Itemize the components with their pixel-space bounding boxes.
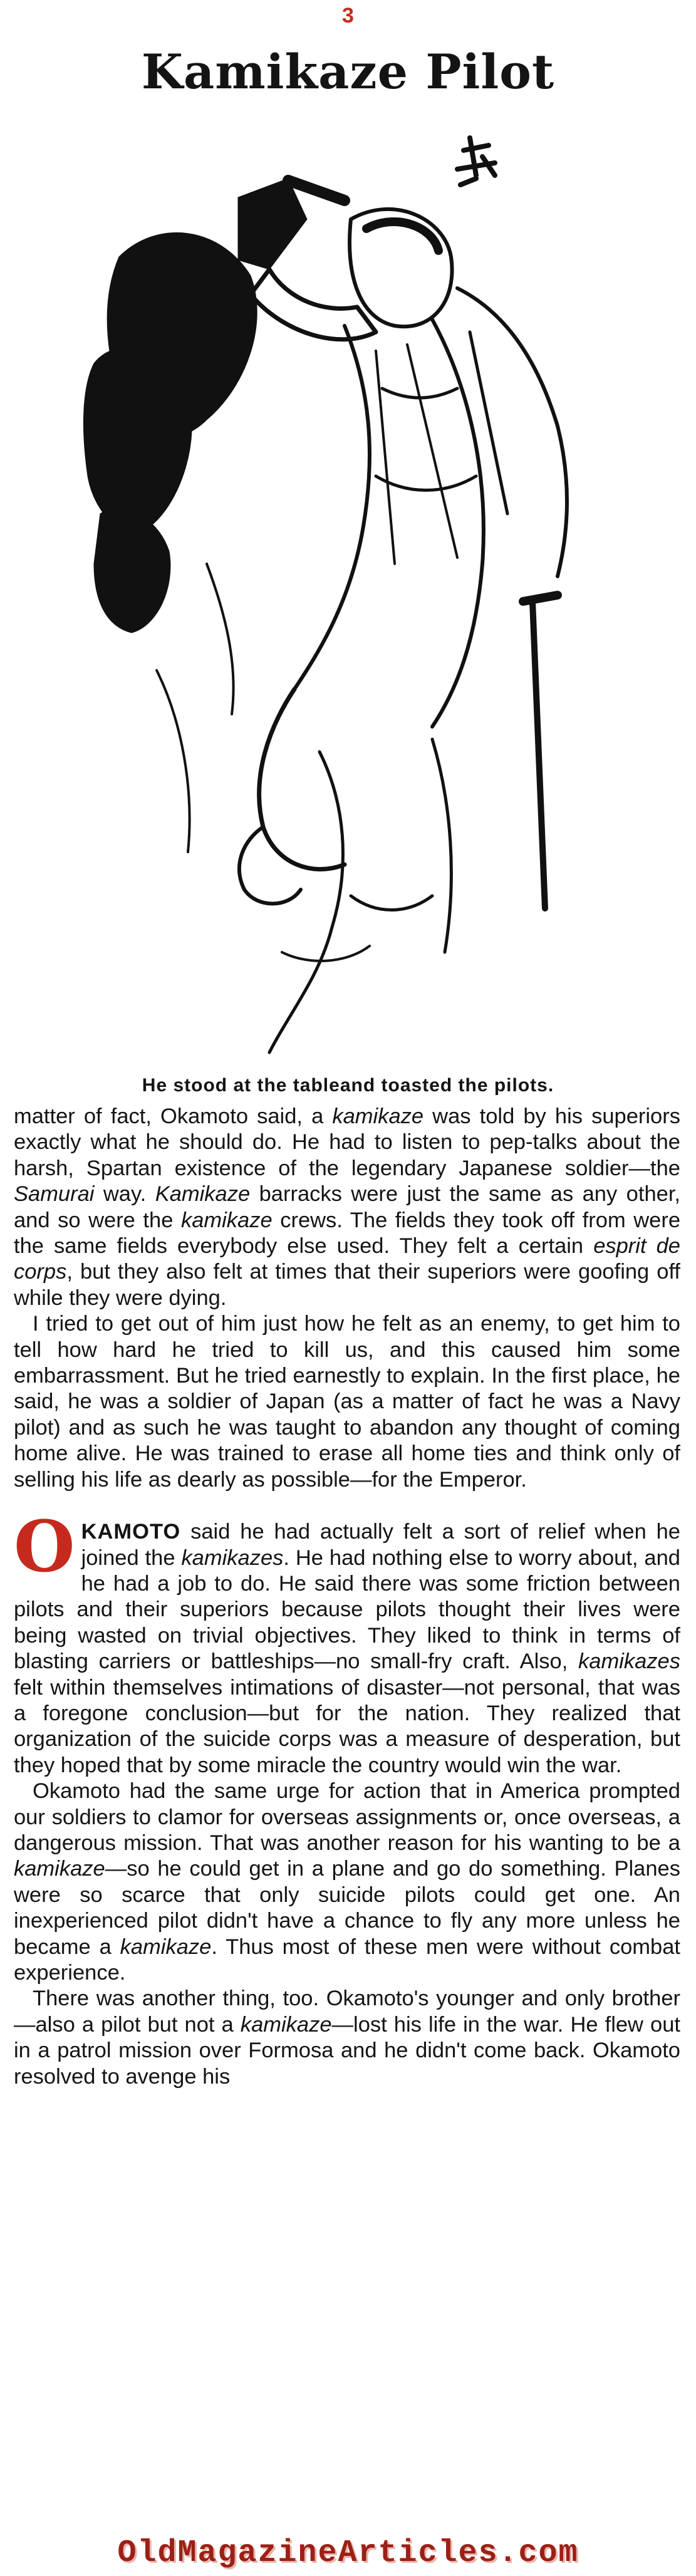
article-body: [14, 1104, 680, 2090]
pilot-illustration: [81, 125, 633, 1071]
lead-in-smallcaps: KAMOTO: [81, 1520, 181, 1544]
drop-cap: O: [14, 1506, 75, 1589]
article-paragraph-4: Okamoto had the same urge for action that in America prompted our soldiers to clamor for overseas assignments or, once overseas, a dangerous mission. That was another reason for his wanting to be a kamikaze—so he could get in a plane and go do something. Planes were so scarce that only suicide pilots could get one. An inexperienced pilot didn't have a chance to fly any more unless he became a kamikaze. Thus most of these men were without combat experience.: [14, 1779, 680, 1985]
page-number: 3: [342, 4, 354, 28]
illustration-caption: He stood at the tableand toasted the pilots.: [142, 1075, 554, 1096]
footer-brand-logo: OldMagazineArticles.com: [117, 2535, 579, 2571]
page-title: Kamikaze Pilot: [141, 44, 555, 100]
article-paragraph-1: matter of fact, Okamoto said, a kamikaze was told by his superiors exactly what he should do. He had to listen to pep-talks about the harsh, Spartan existence of the legendary Japanese soldier—the Samurai way. Kamikaze barracks were just the same as any other, and so were the kamikaze crews. The fields they took off from were the same fields everybody else used. They felt a certain esprit de corps, but they also felt at times that their superiors were goofing off while they were dying.: [14, 1104, 681, 1310]
article-paragraph-5: There was another thing, too. Okamoto's younger and only brother—also a pilot but not a kamikaze—lost his life in the war. He flew out in a patrol mission over Formosa and he didn't come back. Okamoto resolved to avenge his: [14, 1987, 680, 2089]
article-paragraph-3: [14, 1506, 680, 1779]
paragraph-3-text: said he had actually felt a sort of relief when he joined the kamikazes. He had nothing else to worry about, and he had a job to do. He said there was some friction between pilots and their superiors because pilots thought their lives were being wasted on trivial objectives. They liked to think in terms of blasting carriers or battleships—no small-fry craft. Also, kamikazes felt within themselves intimations of disaster—not personal, that was a foregone conclusion—but for the nation. They realized that organization of the suicide corps was a measure of desperation, but they hoped that by some miracle the country would win the war.: [14, 1520, 680, 1777]
article-paragraph-2: I tried to get out of him just how he felt as an enemy, to get him to tell how hard he tried to kill us, and this caused him some embarrassment. But he tried earnestly to explain. In the first place, he said, he was a soldier of Japan (as a matter of fact he was a Navy pilot) and as such he was taught to abandon any thought of coming home alive. He was trained to erase all home ties and think only of selling his life as dearly as possible—for the Emperor.: [14, 1312, 680, 1492]
